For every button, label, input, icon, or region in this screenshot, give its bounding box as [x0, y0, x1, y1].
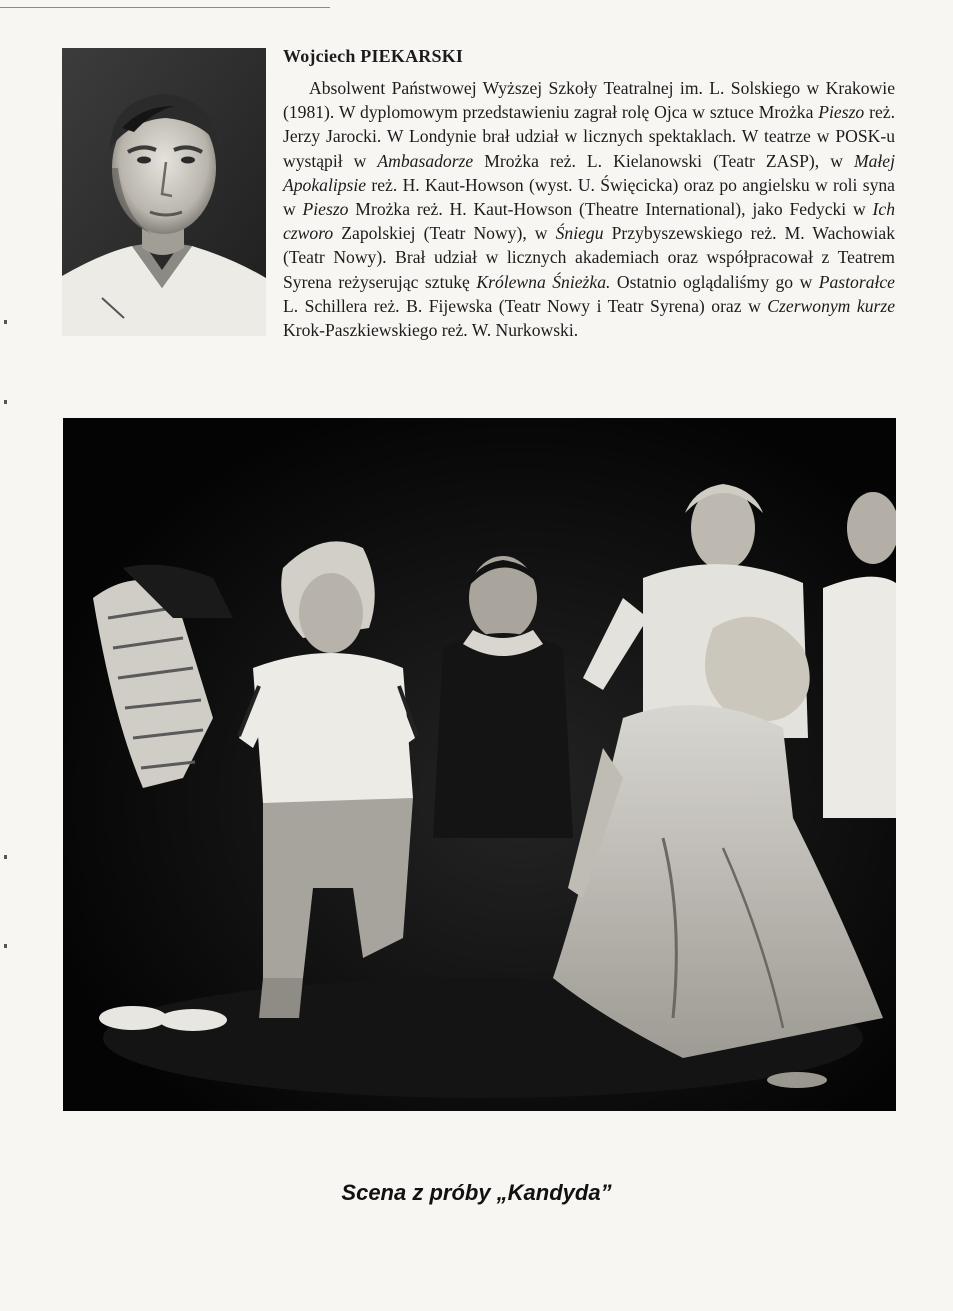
portrait-photo	[62, 48, 266, 336]
bio-title-italic: Ambasadorze	[377, 150, 474, 171]
bio-title-italic: Śniegu	[555, 223, 604, 244]
bio-text-segment: Ostatnio oglądaliśmy go w	[610, 271, 819, 292]
bio-title-italic: Królewna Śnieżka.	[476, 271, 611, 292]
bio-text-segment: Krok-Paszkiewskiego reż. W. Nurkowski.	[283, 320, 579, 341]
scan-margin-mark	[4, 944, 7, 948]
bio-text-segment: reż. H. Kaut-Howson (wyst. U. Święcicka) oraz po angielsku w roli syna w	[283, 174, 895, 220]
bio-title-italic: Pieszo	[302, 199, 349, 220]
bio-title-italic: Małej Apokalipsie	[283, 150, 895, 195]
actor-name: Wojciech PIEKARSKI	[283, 46, 464, 66]
bio-title-italic: Pastorałce	[818, 271, 895, 292]
bio-title-italic: Pieszo	[818, 102, 865, 123]
bio-text-segment: L. Schillera reż. B. Fijewska (Teatr Nowy i Teatr Syrena) oraz w	[283, 295, 768, 316]
bio-title-italic: Ich czworo	[283, 199, 896, 244]
bio-title-italic: Czerwonym kurze	[767, 295, 896, 316]
bio-text-segment: Mrożka reż. H. Kaut-Howson (Theatre International), jako Fedycki w	[348, 199, 873, 220]
page-top-rule	[0, 7, 330, 8]
bio-text-segment: Przybyszewskiego reż. M. Wachowiak (Teatr Nowy). Brał udział w licznych akademiach oraz współpracował z Teatrem Syrena reżyserując sztukę	[283, 223, 896, 292]
scan-margin-mark	[4, 855, 7, 859]
bio-text-segment: Absolwent Państwowej Wyższej Szkoły Teatralnej im. L. Solskiego w Krakowie (1981). W dyplomowym przedstawieniu zagrał rolę Ojca w sztuce Mrożka	[283, 78, 895, 123]
photo-caption: Scena z próby „Kandyda”	[341, 1180, 612, 1205]
scan-margin-mark	[4, 400, 7, 404]
biography-text	[283, 76, 895, 342]
rehearsal-scene-photo	[63, 418, 896, 1111]
bio-text-segment: Mrożka reż. L. Kielanowski (Teatr ZASP), w	[473, 150, 854, 171]
scan-margin-mark	[4, 320, 7, 324]
bio-text-segment: Zapolskiej (Teatr Nowy), w	[333, 223, 556, 244]
biography-section	[283, 46, 895, 342]
bio-text-segment: reż. Jerzy Jarocki. W Londynie brał udział w licznych spektaklach. W teatrze w POSK-u wystąpił w	[283, 102, 895, 171]
